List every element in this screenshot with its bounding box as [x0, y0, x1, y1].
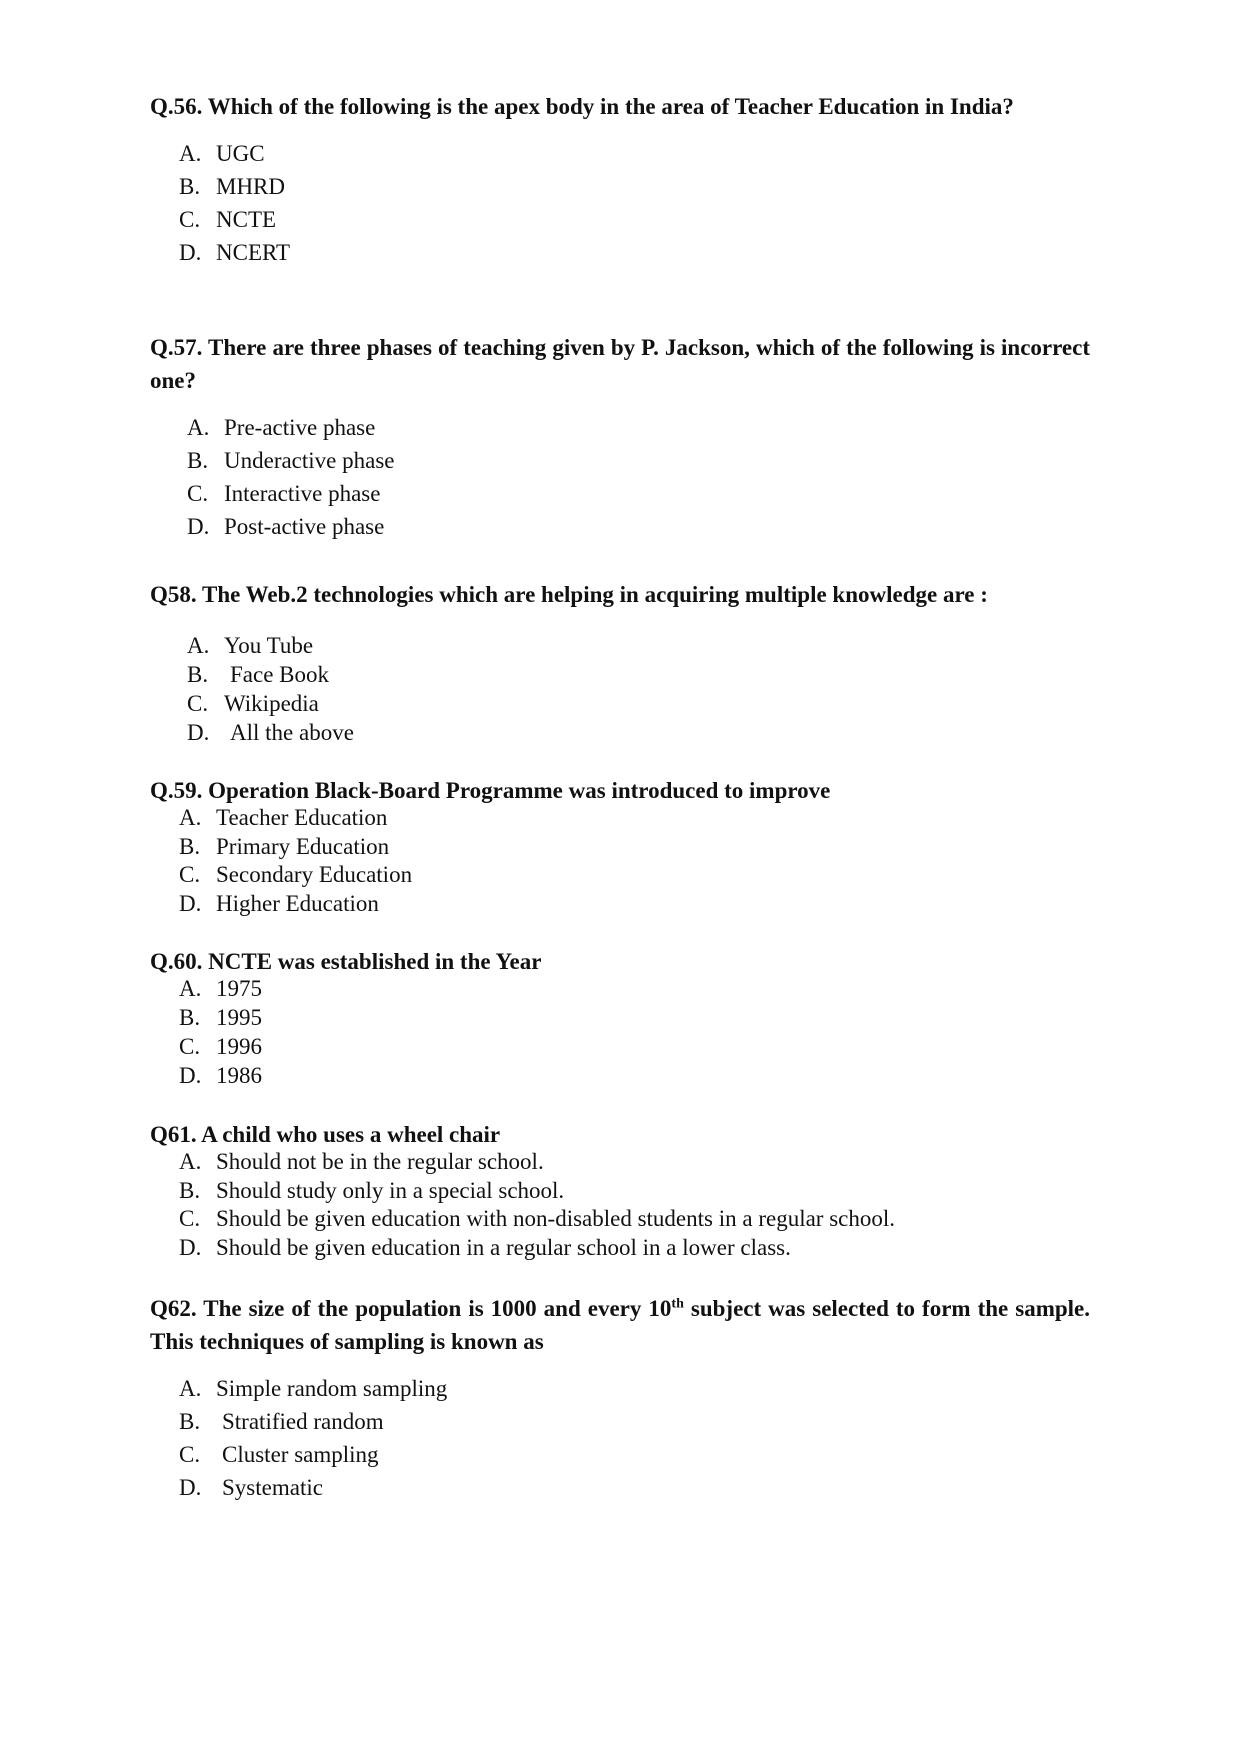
option-letter: C.	[187, 691, 209, 716]
option-a	[150, 415, 1090, 448]
option-text: 1975	[216, 976, 262, 1001]
option-letter: D.	[179, 1234, 202, 1260]
option-text: NCTE	[216, 207, 277, 232]
option-c	[150, 1442, 1090, 1475]
options-list	[150, 415, 1090, 547]
option-d	[150, 720, 1090, 749]
option-d	[150, 1475, 1090, 1508]
option-b	[150, 174, 1090, 207]
option-text: 1995	[216, 1005, 262, 1030]
option-text: Higher Education	[216, 890, 379, 916]
question-text: Q.56. Which of the following is the apex body in the area of Teacher Education in India?	[150, 94, 1014, 119]
question-text: Q61. A child who uses a wheel chair	[150, 1122, 501, 1147]
option-text: Should be given education with non-disabled students in a regular school.	[216, 1206, 896, 1231]
option-letter: B.	[179, 174, 201, 199]
option-letter: B.	[179, 1005, 201, 1030]
option-letter: A.	[187, 633, 210, 658]
option-text: Simple random sampling	[216, 1376, 448, 1401]
options-list	[150, 633, 1090, 749]
option-letter: A.	[179, 976, 202, 1001]
option-text: Stratified random	[222, 1409, 384, 1434]
option-text: 1986	[216, 1063, 262, 1088]
option-text: Secondary Education	[216, 862, 413, 887]
option-letter: D.	[179, 240, 202, 265]
option-a	[150, 1149, 1090, 1178]
option-letter: A.	[179, 1376, 202, 1401]
option-b	[150, 448, 1090, 481]
question-57	[150, 331, 1090, 547]
option-letter: D.	[179, 1063, 202, 1088]
option-text: Should not be in the regular school.	[216, 1149, 544, 1174]
option-c	[150, 481, 1090, 514]
options-list	[150, 1149, 1090, 1263]
option-text: NCERT	[216, 240, 291, 265]
option-text: Post-active phase	[224, 514, 385, 539]
option-letter: C.	[179, 1206, 201, 1231]
option-a	[150, 141, 1090, 174]
option-letter: C.	[179, 207, 201, 232]
option-c	[150, 862, 1090, 891]
option-b	[150, 1005, 1090, 1034]
option-text: UGC	[216, 141, 265, 166]
option-letter: D.	[187, 720, 210, 745]
option-letter: C.	[179, 862, 201, 887]
option-c	[150, 691, 1090, 720]
option-letter: C.	[179, 1442, 201, 1467]
option-d	[150, 1063, 1090, 1092]
option-a	[150, 976, 1090, 1005]
question-59	[150, 777, 1090, 919]
options-list	[150, 141, 1090, 273]
question-60	[150, 948, 1090, 1092]
option-letter: B.	[187, 448, 209, 473]
option-b	[150, 1409, 1090, 1442]
question-62	[150, 1292, 1090, 1508]
question-text: Q58. The Web.2 technologies which are helping in acquiring multiple knowledge are :	[150, 582, 988, 607]
option-letter: C.	[179, 1034, 201, 1059]
option-text: MHRD	[216, 174, 286, 199]
question-text: Q.57. There are three phases of teaching given by P. Jackson, which of the following is incorrect one?	[150, 335, 1090, 393]
option-text: Wikipedia	[224, 691, 319, 716]
question-61	[150, 1121, 1090, 1263]
option-letter: B.	[179, 1409, 201, 1434]
options-list	[150, 976, 1090, 1092]
option-text: All the above	[230, 720, 354, 745]
option-d	[150, 240, 1090, 273]
option-letter: C.	[187, 481, 209, 506]
option-letter: A.	[179, 141, 202, 166]
option-text: Systematic	[222, 1475, 323, 1500]
option-text: Pre-active phase	[224, 415, 376, 440]
option-letter: B.	[187, 662, 209, 687]
option-text: Face Book	[230, 662, 330, 687]
question-58	[150, 578, 1090, 749]
option-c	[150, 207, 1090, 240]
option-c	[150, 1206, 1090, 1235]
option-b	[150, 1178, 1090, 1207]
option-letter: D.	[179, 890, 202, 916]
option-a	[150, 633, 1090, 662]
option-text: Interactive phase	[224, 481, 381, 506]
option-letter: A.	[179, 1149, 202, 1174]
option-d	[150, 514, 1090, 547]
question-text-start: Q62. The size of the population is 1000 and every 10	[150, 1296, 672, 1321]
option-d	[150, 1235, 1090, 1264]
option-a	[150, 805, 1090, 834]
option-text: Should study only in a special school.	[216, 1177, 565, 1203]
ordinal-superscript: th	[671, 1296, 684, 1312]
option-a	[150, 1376, 1090, 1409]
question-text: Q.60. NCTE was established in the Year	[150, 949, 542, 974]
option-text: 1996	[216, 1034, 262, 1059]
option-text: Should be given education in a regular school in a lower class.	[216, 1234, 791, 1260]
option-text: Primary Education	[216, 833, 390, 859]
options-list	[150, 805, 1090, 919]
question-text	[150, 1292, 1090, 1358]
option-letter: B.	[179, 1177, 201, 1203]
option-letter: A.	[179, 805, 202, 830]
option-letter: B.	[179, 833, 201, 859]
option-text: You Tube	[224, 633, 314, 658]
option-b	[150, 834, 1090, 863]
question-text-end: subject was selected to form the sample. This techniques of sampling is known as	[150, 1296, 1091, 1354]
option-text: Underactive phase	[224, 448, 395, 473]
option-letter: A.	[187, 415, 210, 440]
option-c	[150, 1034, 1090, 1063]
option-b	[150, 662, 1090, 691]
question-text: Q.59. Operation Black-Board Programme was introduced to improve	[150, 778, 831, 803]
option-text: Teacher Education	[216, 805, 388, 830]
option-letter: D.	[179, 1475, 202, 1500]
question-56	[150, 90, 1090, 273]
option-text: Cluster sampling	[222, 1442, 379, 1467]
option-letter: D.	[187, 514, 210, 539]
options-list	[150, 1376, 1090, 1508]
option-d	[150, 891, 1090, 920]
